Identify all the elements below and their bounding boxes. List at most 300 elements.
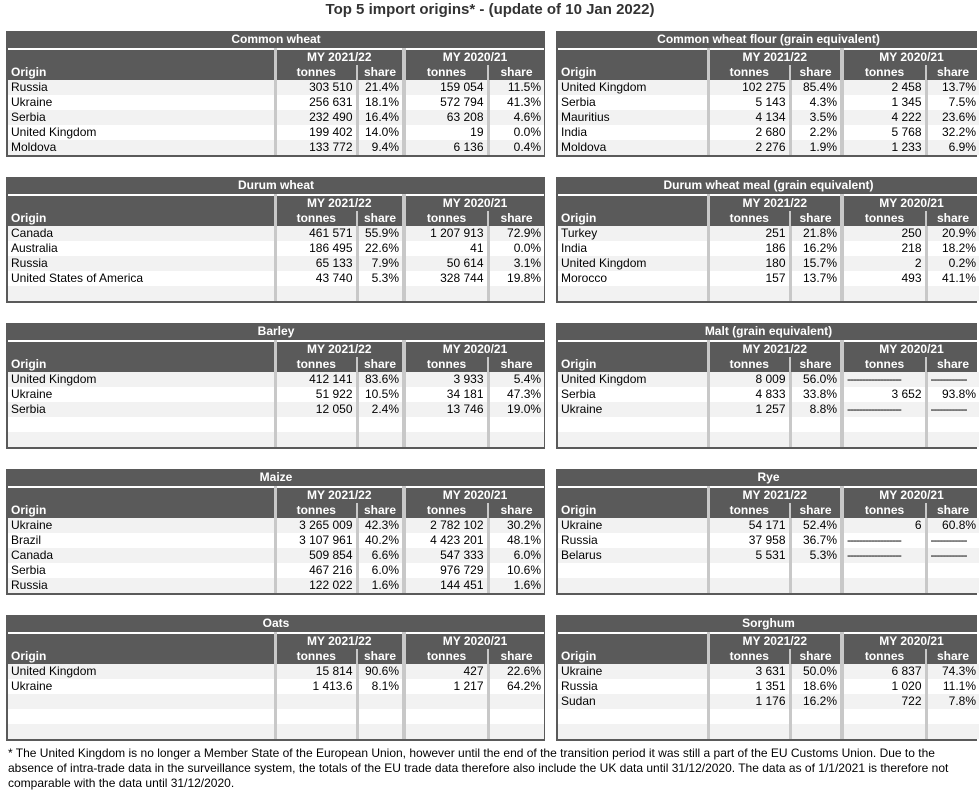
table-malt-grain-equivalent (556, 323, 977, 449)
share-2021-22-cell: 4.3% (790, 95, 842, 110)
header-share: share (790, 357, 842, 372)
tonnes-2021-22-cell (708, 709, 790, 724)
header-share: share (488, 65, 544, 80)
share-2020-21-cell (926, 286, 979, 301)
table-row (8, 664, 544, 679)
tonnes-2021-22-cell: 412 141 (275, 372, 357, 387)
tonnes-2020-21-cell: ------------------ (842, 548, 926, 563)
tonnes-2020-21-cell: 5 768 (842, 125, 926, 140)
header-share: share (488, 357, 544, 372)
tonnes-2021-22-cell (708, 578, 790, 593)
share-2020-21-cell (926, 578, 979, 593)
origin-cell: Ukraine (8, 518, 275, 533)
header-share: share (488, 503, 544, 518)
table-row (558, 387, 979, 402)
share-2020-21-cell: 0.0% (488, 125, 544, 140)
header-my-2020-21: MY 2020/21 (842, 341, 979, 357)
table-row (8, 518, 544, 533)
share-2020-21-cell: ------------ (926, 533, 979, 548)
origin-cell (8, 417, 275, 432)
share-2021-22-cell (790, 709, 842, 724)
header-tonnes: tonnes (842, 503, 926, 518)
header-tonnes: tonnes (842, 649, 926, 664)
share-2021-22-cell: 40.2% (357, 533, 404, 548)
table-row (558, 664, 979, 679)
header-share: share (357, 65, 404, 80)
share-2021-22-cell: 33.8% (790, 387, 842, 402)
header-tonnes: tonnes (842, 211, 926, 226)
share-2021-22-cell: 21.8% (790, 226, 842, 241)
header-origin: Origin (561, 211, 597, 225)
origin-cell (8, 286, 275, 301)
share-2021-22-cell (790, 432, 842, 447)
origin-cell: Moldova (558, 140, 708, 155)
tonnes-2020-21-cell (842, 417, 926, 432)
share-2020-21-cell (488, 432, 544, 447)
table-row (8, 125, 544, 140)
table-row (8, 578, 544, 593)
header-share: share (488, 649, 544, 664)
header-my-2020-21: MY 2020/21 (404, 195, 544, 211)
table-row (8, 724, 544, 739)
header-share: share (357, 503, 404, 518)
table-row (558, 724, 979, 739)
tonnes-2020-21-cell: 2 782 102 (404, 518, 488, 533)
tonnes-2020-21-cell: 427 (404, 664, 488, 679)
table-rye (556, 469, 977, 595)
tonnes-2021-22-cell: 1 413.6 (275, 679, 357, 694)
table-title: Sorghum (558, 615, 979, 633)
tonnes-2021-22-cell: 102 275 (708, 80, 790, 95)
share-2021-22-cell (790, 417, 842, 432)
tonnes-2021-22-cell: 180 (708, 256, 790, 271)
origin-cell: Serbia (8, 110, 275, 125)
share-2020-21-cell (488, 694, 544, 709)
table-row (8, 709, 544, 724)
header-origin: Origin (561, 65, 597, 79)
share-2020-21-cell (926, 724, 979, 739)
header-blank (8, 633, 275, 649)
tonnes-2020-21-cell: 572 794 (404, 95, 488, 110)
tonnes-2021-22-cell (708, 563, 790, 578)
tonnes-2021-22-cell: 15 814 (275, 664, 357, 679)
tonnes-2021-22-cell: 65 133 (275, 256, 357, 271)
table-row (558, 709, 979, 724)
tonnes-2021-22-cell: 461 571 (275, 226, 357, 241)
header-origin: Origin (11, 503, 47, 517)
header-my-2020-21: MY 2020/21 (842, 195, 979, 211)
header-share: share (790, 65, 842, 80)
origin-cell: Ukraine (8, 95, 275, 110)
tonnes-2020-21-cell: 63 208 (404, 110, 488, 125)
table-row (8, 271, 544, 286)
origin-cell (558, 286, 708, 301)
header-my-2021-22: MY 2021/22 (275, 487, 404, 503)
share-2021-22-cell: 18.1% (357, 95, 404, 110)
header-blank (558, 49, 708, 65)
share-2020-21-cell: 11.5% (488, 80, 544, 95)
origin-cell: United States of America (8, 271, 275, 286)
header-tonnes: tonnes (842, 65, 926, 80)
header-my-2021-22: MY 2021/22 (708, 341, 842, 357)
header-my-2020-21: MY 2020/21 (404, 49, 544, 65)
header-blank (558, 195, 708, 211)
table-row (558, 518, 979, 533)
tonnes-2021-22-cell (275, 286, 357, 301)
tonnes-2021-22-cell (275, 724, 357, 739)
tonnes-2021-22-cell: 157 (708, 271, 790, 286)
table-durum-wheat-meal-grain-equivalent (556, 177, 977, 303)
share-2020-21-cell: 10.6% (488, 563, 544, 578)
header-my-2021-22: MY 2021/22 (708, 49, 842, 65)
share-2020-21-cell: 47.3% (488, 387, 544, 402)
tonnes-2020-21-cell: 218 (842, 241, 926, 256)
share-2020-21-cell: 48.1% (488, 533, 544, 548)
share-2020-21-cell: 22.6% (488, 664, 544, 679)
tonnes-2020-21-cell: 328 744 (404, 271, 488, 286)
table-row (558, 271, 979, 286)
header-share: share (926, 649, 979, 664)
origin-cell: Russia (558, 533, 708, 548)
table-row (558, 140, 979, 155)
share-2021-22-cell: 85.4% (790, 80, 842, 95)
table-row (8, 226, 544, 241)
share-2020-21-cell: 60.8% (926, 518, 979, 533)
share-2021-22-cell: 16.4% (357, 110, 404, 125)
origin-cell (558, 417, 708, 432)
header-share: share (790, 649, 842, 664)
header-tonnes: tonnes (275, 649, 357, 664)
header-tonnes: tonnes (404, 357, 488, 372)
share-2021-22-cell: 16.2% (790, 694, 842, 709)
tonnes-2020-21-cell: 6 136 (404, 140, 488, 155)
origin-cell: United Kingdom (8, 372, 275, 387)
table-row (8, 694, 544, 709)
share-2020-21-cell (488, 417, 544, 432)
table-row (8, 241, 544, 256)
header-origin: Origin (11, 649, 47, 663)
tonnes-2021-22-cell (708, 724, 790, 739)
tonnes-2021-22-cell: 4 134 (708, 110, 790, 125)
share-2020-21-cell: ------------ (926, 372, 979, 387)
origin-cell: Ukraine (558, 518, 708, 533)
header-blank (8, 195, 275, 211)
origin-cell: United Kingdom (558, 372, 708, 387)
tonnes-2020-21-cell: 1 207 913 (404, 226, 488, 241)
origin-cell: United Kingdom (558, 256, 708, 271)
share-2020-21-cell: 30.2% (488, 518, 544, 533)
origin-cell: Ukraine (558, 664, 708, 679)
table-oats (6, 615, 545, 741)
tonnes-2021-22-cell (708, 286, 790, 301)
header-share: share (926, 65, 979, 80)
tonnes-2020-21-cell: ------------------ (842, 402, 926, 417)
table-title: Common wheat flour (grain equivalent) (558, 31, 979, 49)
share-2021-22-cell (357, 694, 404, 709)
share-2020-21-cell: 7.8% (926, 694, 979, 709)
share-2021-22-cell: 5.3% (357, 271, 404, 286)
header-my-2020-21: MY 2020/21 (842, 487, 979, 503)
header-blank (558, 633, 708, 649)
table-title: Rye (558, 469, 979, 487)
header-share: share (488, 211, 544, 226)
tonnes-2020-21-cell: 4 222 (842, 110, 926, 125)
header-my-2021-22: MY 2021/22 (275, 633, 404, 649)
share-2021-22-cell: 50.0% (790, 664, 842, 679)
share-2021-22-cell: 21.4% (357, 80, 404, 95)
tonnes-2021-22-cell: 256 631 (275, 95, 357, 110)
tonnes-2020-21-cell (842, 286, 926, 301)
share-2021-22-cell (790, 563, 842, 578)
tonnes-2020-21-cell: 144 451 (404, 578, 488, 593)
table-title: Common wheat (8, 31, 544, 49)
share-2020-21-cell: 41.3% (488, 95, 544, 110)
tonnes-2021-22-cell (275, 694, 357, 709)
header-my-2021-22: MY 2021/22 (708, 195, 842, 211)
table-row (558, 241, 979, 256)
tonnes-2020-21-cell (842, 724, 926, 739)
header-share: share (357, 649, 404, 664)
header-tonnes: tonnes (404, 649, 488, 664)
origin-cell: Serbia (558, 95, 708, 110)
origin-cell (558, 432, 708, 447)
tonnes-2021-22-cell: 3 631 (708, 664, 790, 679)
origin-cell: Mauritius (558, 110, 708, 125)
tonnes-2021-22-cell (275, 709, 357, 724)
origin-cell: Morocco (558, 271, 708, 286)
tonnes-2021-22-cell: 4 833 (708, 387, 790, 402)
header-share: share (926, 211, 979, 226)
table-row (558, 694, 979, 709)
table-row (558, 286, 979, 301)
share-2020-21-cell: 6.9% (926, 140, 979, 155)
share-2020-21-cell: 72.9% (488, 226, 544, 241)
share-2020-21-cell: 23.6% (926, 110, 979, 125)
tonnes-2020-21-cell: ------------------ (842, 533, 926, 548)
share-2021-22-cell: 22.6% (357, 241, 404, 256)
origin-cell: India (558, 125, 708, 140)
header-blank (8, 49, 275, 65)
tonnes-2020-21-cell: 19 (404, 125, 488, 140)
header-my-2021-22: MY 2021/22 (708, 487, 842, 503)
header-origin: Origin (561, 503, 597, 517)
share-2020-21-cell: 3.1% (488, 256, 544, 271)
tonnes-2020-21-cell: 13 746 (404, 402, 488, 417)
share-2020-21-cell (488, 724, 544, 739)
table-row (8, 140, 544, 155)
table-row (8, 256, 544, 271)
tonnes-2020-21-cell (842, 709, 926, 724)
footnote: * The United Kingdom is no longer a Member State of the European Union, however until the end of the transition period it was still a part of the EU Customs Union. Due to the absence of intra-trade data in the surveillance system, the totals of the EU trade data therefore also include the UK data until 31/12/2020. The data as of 1/1/2021 is therefore not comparable with the data until 31/12/2020. (8, 746, 949, 790)
table-row (558, 372, 979, 387)
share-2020-21-cell: 93.8% (926, 387, 979, 402)
origin-cell: India (558, 241, 708, 256)
share-2020-21-cell: 32.2% (926, 125, 979, 140)
share-2020-21-cell: 5.4% (488, 372, 544, 387)
table-row (8, 417, 544, 432)
table-row (8, 679, 544, 694)
share-2021-22-cell: 90.6% (357, 664, 404, 679)
tonnes-2020-21-cell: 493 (842, 271, 926, 286)
origin-cell: Moldova (8, 140, 275, 155)
share-2021-22-cell: 83.6% (357, 372, 404, 387)
share-2020-21-cell (926, 417, 979, 432)
tonnes-2020-21-cell (404, 432, 488, 447)
header-tonnes: tonnes (404, 503, 488, 518)
table-common-wheat-flour-grain-equivalent (556, 31, 977, 157)
tonnes-2020-21-cell (404, 724, 488, 739)
tonnes-2021-22-cell: 5 143 (708, 95, 790, 110)
tonnes-2021-22-cell: 43 740 (275, 271, 357, 286)
header-tonnes: tonnes (275, 357, 357, 372)
origin-cell: Ukraine (8, 387, 275, 402)
share-2021-22-cell: 1.9% (790, 140, 842, 155)
share-2020-21-cell: 0.2% (926, 256, 979, 271)
tonnes-2021-22-cell: 8 009 (708, 372, 790, 387)
share-2021-22-cell (357, 432, 404, 447)
tonnes-2020-21-cell (404, 417, 488, 432)
header-tonnes: tonnes (708, 65, 790, 80)
table-title: Barley (8, 323, 544, 341)
tonnes-2021-22-cell: 303 510 (275, 80, 357, 95)
tonnes-2021-22-cell: 232 490 (275, 110, 357, 125)
share-2021-22-cell: 10.5% (357, 387, 404, 402)
table-row (558, 125, 979, 140)
tonnes-2020-21-cell: 1 345 (842, 95, 926, 110)
table-common-wheat (6, 31, 545, 157)
page-title: Top 5 import origins* - (update of 10 Jan 2022) (325, 1, 655, 18)
origin-cell (8, 724, 275, 739)
share-2020-21-cell (926, 563, 979, 578)
tonnes-2021-22-cell: 1 257 (708, 402, 790, 417)
share-2020-21-cell: 6.0% (488, 548, 544, 563)
header-blank (8, 341, 275, 357)
share-2021-22-cell (790, 286, 842, 301)
origin-cell (8, 432, 275, 447)
header-my-2020-21: MY 2020/21 (404, 487, 544, 503)
share-2020-21-cell (926, 709, 979, 724)
header-share: share (790, 211, 842, 226)
share-2021-22-cell: 5.3% (790, 548, 842, 563)
header-tonnes: tonnes (404, 65, 488, 80)
tonnes-2020-21-cell: 34 181 (404, 387, 488, 402)
table-row (558, 417, 979, 432)
share-2020-21-cell: 41.1% (926, 271, 979, 286)
tonnes-2021-22-cell: 37 958 (708, 533, 790, 548)
tonnes-2020-21-cell (842, 432, 926, 447)
origin-cell: United Kingdom (8, 664, 275, 679)
tonnes-2020-21-cell: 1 217 (404, 679, 488, 694)
share-2021-22-cell: 2.2% (790, 125, 842, 140)
table-row (558, 679, 979, 694)
tonnes-2020-21-cell (842, 578, 926, 593)
header-tonnes: tonnes (275, 65, 357, 80)
header-origin: Origin (11, 357, 47, 371)
origin-cell: Sudan (558, 694, 708, 709)
share-2021-22-cell (357, 417, 404, 432)
tonnes-2020-21-cell: 50 614 (404, 256, 488, 271)
share-2020-21-cell: ------------ (926, 548, 979, 563)
header-blank (558, 341, 708, 357)
share-2020-21-cell: 64.2% (488, 679, 544, 694)
table-row (8, 95, 544, 110)
origin-cell (558, 709, 708, 724)
tonnes-2020-21-cell: 41 (404, 241, 488, 256)
table-row (8, 372, 544, 387)
origin-cell: Belarus (558, 548, 708, 563)
tonnes-2020-21-cell: 159 054 (404, 80, 488, 95)
table-maize (6, 469, 545, 595)
tonnes-2020-21-cell (404, 286, 488, 301)
origin-cell: Canada (8, 548, 275, 563)
tonnes-2021-22-cell (275, 417, 357, 432)
share-2021-22-cell: 15.7% (790, 256, 842, 271)
tonnes-2020-21-cell: 1 233 (842, 140, 926, 155)
share-2020-21-cell: 4.6% (488, 110, 544, 125)
header-my-2020-21: MY 2020/21 (842, 633, 979, 649)
header-share: share (926, 503, 979, 518)
table-title: Malt (grain equivalent) (558, 323, 979, 341)
header-share: share (926, 357, 979, 372)
tonnes-2020-21-cell: 1 020 (842, 679, 926, 694)
header-tonnes: tonnes (708, 503, 790, 518)
origin-cell: Russia (8, 256, 275, 271)
share-2021-22-cell: 8.1% (357, 679, 404, 694)
share-2020-21-cell: 18.2% (926, 241, 979, 256)
share-2021-22-cell: 6.6% (357, 548, 404, 563)
share-2021-22-cell: 18.6% (790, 679, 842, 694)
share-2021-22-cell (357, 724, 404, 739)
header-origin: Origin (11, 211, 47, 225)
tonnes-2020-21-cell: 547 333 (404, 548, 488, 563)
share-2021-22-cell: 7.9% (357, 256, 404, 271)
header-tonnes: tonnes (708, 649, 790, 664)
share-2020-21-cell (488, 286, 544, 301)
table-row (8, 548, 544, 563)
share-2021-22-cell (357, 709, 404, 724)
header-my-2021-22: MY 2021/22 (708, 633, 842, 649)
tonnes-2020-21-cell: 6 837 (842, 664, 926, 679)
tonnes-2020-21-cell: 976 729 (404, 563, 488, 578)
origin-cell: Turkey (558, 226, 708, 241)
origin-cell (558, 563, 708, 578)
share-2020-21-cell: 19.8% (488, 271, 544, 286)
header-share: share (357, 357, 404, 372)
tonnes-2021-22-cell: 51 922 (275, 387, 357, 402)
header-tonnes: tonnes (275, 211, 357, 226)
share-2021-22-cell: 3.5% (790, 110, 842, 125)
tonnes-2021-22-cell: 199 402 (275, 125, 357, 140)
tonnes-2021-22-cell: 2 276 (708, 140, 790, 155)
tonnes-2021-22-cell: 5 531 (708, 548, 790, 563)
table-row (8, 286, 544, 301)
share-2021-22-cell: 9.4% (357, 140, 404, 155)
share-2020-21-cell (488, 709, 544, 724)
table-sorghum (556, 615, 977, 741)
origin-cell: United Kingdom (558, 80, 708, 95)
table-row (558, 226, 979, 241)
share-2020-21-cell: 74.3% (926, 664, 979, 679)
origin-cell (8, 694, 275, 709)
share-2021-22-cell: 2.4% (357, 402, 404, 417)
origin-cell (558, 724, 708, 739)
tonnes-2021-22-cell: 186 495 (275, 241, 357, 256)
table-row (8, 533, 544, 548)
origin-cell: Ukraine (8, 679, 275, 694)
origin-cell: Serbia (558, 387, 708, 402)
table-row (558, 548, 979, 563)
header-origin: Origin (561, 357, 597, 371)
